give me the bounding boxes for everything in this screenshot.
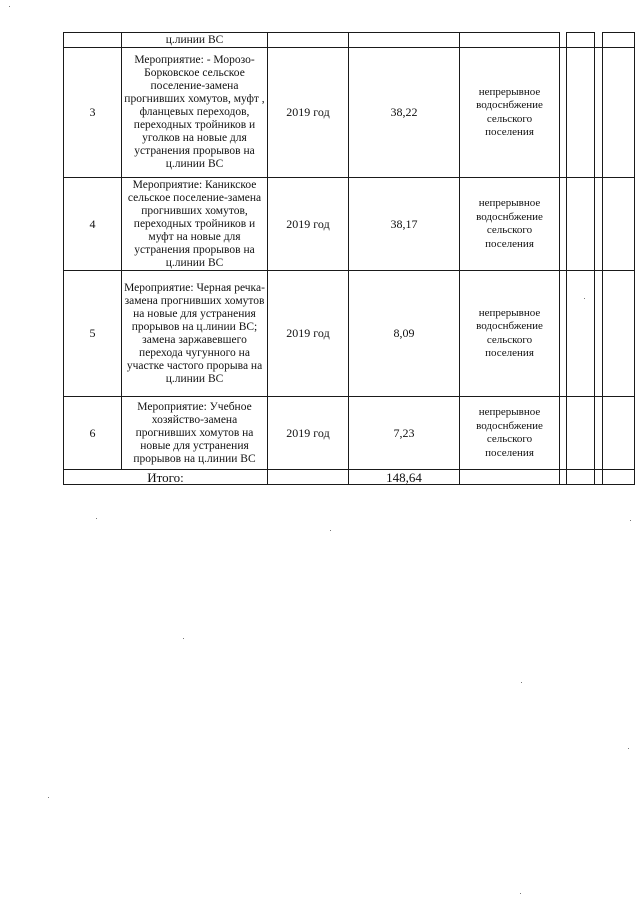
- row-number: 5: [64, 271, 122, 397]
- empty-cell: [603, 178, 635, 271]
- measure-sum: 38,17: [349, 178, 460, 271]
- column-gap: [560, 33, 567, 48]
- measure-description: Мероприятие: Каникское сельское поселение-замена прогнивших хомутов, переходных тройников и муфт на новые для устранения прорывов на ц.линии ВС: [122, 178, 268, 271]
- row-number: 6: [64, 397, 122, 470]
- column-gap: [560, 470, 567, 485]
- row-number: [64, 33, 122, 48]
- measure-description: ц.линии ВС: [122, 33, 268, 48]
- total-sum: 148,64: [349, 470, 460, 485]
- empty-cell: [603, 397, 635, 470]
- column-gap: [595, 271, 603, 397]
- measure-result: непрерывное водоснбжение сельского поселения: [460, 397, 560, 470]
- empty-cell: [460, 470, 560, 485]
- empty-cell: [603, 48, 635, 178]
- scan-speck: [96, 518, 97, 519]
- scan-speck: [48, 797, 49, 798]
- column-gap: [595, 397, 603, 470]
- scan-speck: [630, 520, 631, 521]
- measure-description: Мероприятие: Черная речка-замена прогнивших хомутов на новые для устранения прорывов на ц.линии ВС; замена заржавевшего перехода чугунного на участке частого прорыва на ц.линии ВС: [122, 271, 268, 397]
- measure-sum: 38,22: [349, 48, 460, 178]
- empty-cell: [603, 470, 635, 485]
- measure-year: 2019 год: [268, 48, 349, 178]
- empty-cell: [567, 397, 595, 470]
- column-gap: [560, 271, 567, 397]
- column-gap: [560, 48, 567, 178]
- table-row: [64, 48, 635, 178]
- empty-cell: [567, 470, 595, 485]
- column-gap: [595, 48, 603, 178]
- total-label: Итого:: [64, 470, 268, 485]
- table-row: [64, 178, 635, 271]
- empty-cell: [567, 33, 595, 48]
- row-number: 3: [64, 48, 122, 178]
- measure-year: 2019 год: [268, 178, 349, 271]
- row-number: 4: [64, 178, 122, 271]
- column-gap: [595, 178, 603, 271]
- column-gap: [560, 178, 567, 271]
- table-row: [64, 271, 635, 397]
- measure-year: 2019 год: [268, 271, 349, 397]
- scan-speck: [183, 638, 184, 639]
- column-gap: [560, 397, 567, 470]
- measure-description: Мероприятие: Учебное хозяйство-замена прогнивших хомутов на новые для устранения прорывов на ц.линии ВС: [122, 397, 268, 470]
- measure-description: Мероприятие: - Морозо-Борковское сельское поселение-замена прогнивших хомутов, муфт , фланцевых переходов, переходных тройников и уголков на новые для устранения прорывов на ц.линии ВС: [122, 48, 268, 178]
- measure-result: непрерывное водоснбжение сельского поселения: [460, 271, 560, 397]
- measure-sum: 7,23: [349, 397, 460, 470]
- empty-cell: [603, 271, 635, 397]
- column-gap: [595, 470, 603, 485]
- measure-sum: [349, 33, 460, 48]
- measure-result: непрерывное водоснбжение сельского поселения: [460, 48, 560, 178]
- measure-result: [460, 33, 560, 48]
- table-row-fragment: [64, 33, 635, 48]
- measures-table: [63, 32, 635, 485]
- scan-speck: [330, 530, 331, 531]
- scan-speck: [9, 6, 10, 7]
- measure-year: 2019 год: [268, 397, 349, 470]
- scan-speck: [521, 682, 522, 683]
- empty-cell: [603, 33, 635, 48]
- empty-cell: [567, 48, 595, 178]
- total-row: [64, 470, 635, 485]
- scan-speck: [584, 298, 585, 299]
- measure-year: [268, 33, 349, 48]
- scan-speck: [628, 748, 629, 749]
- empty-cell: [567, 178, 595, 271]
- empty-cell: [567, 271, 595, 397]
- measure-result: непрерывное водоснбжение сельского поселения: [460, 178, 560, 271]
- table-row: [64, 397, 635, 470]
- column-gap: [595, 33, 603, 48]
- empty-cell: [268, 470, 349, 485]
- scan-speck: [520, 893, 521, 894]
- measure-sum: 8,09: [349, 271, 460, 397]
